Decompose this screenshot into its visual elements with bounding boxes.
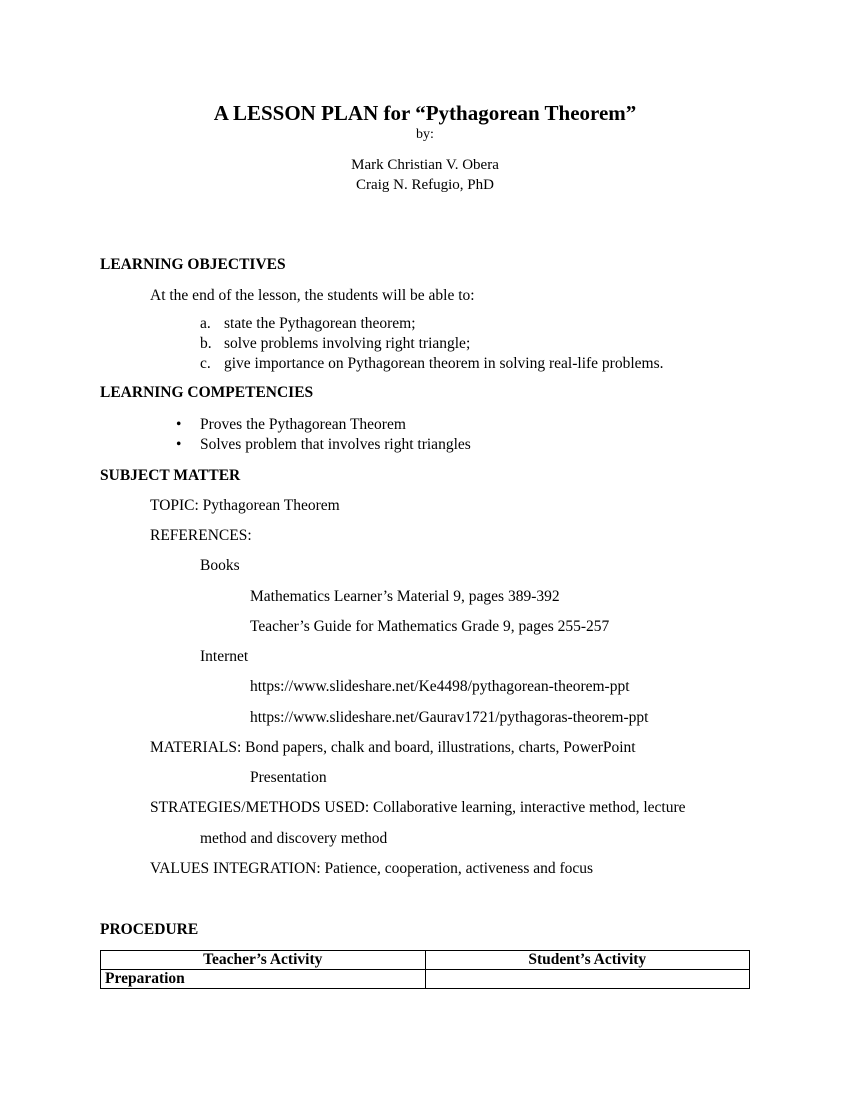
author-1: Mark Christian V. Obera bbox=[351, 157, 499, 173]
references-label: REFERENCES: bbox=[150, 527, 252, 544]
competency-item: Proves the Pythagorean Theorem bbox=[200, 416, 406, 433]
objective-marker: c. bbox=[200, 355, 211, 372]
objectives-intro: At the end of the lesson, the students will be able to: bbox=[150, 287, 475, 304]
bullet-icon: • bbox=[176, 416, 182, 433]
objective-item: state the Pythagorean theorem; bbox=[224, 315, 416, 332]
teacher-activity-cell: Preparation bbox=[101, 970, 426, 989]
document-title: A LESSON PLAN for “Pythagorean Theorem” bbox=[213, 101, 637, 125]
strategies-line: STRATEGIES/METHODS USED: Collaborative learning, interactive method, lecture bbox=[150, 799, 686, 816]
internet-reference: https://www.slideshare.net/Ke4498/pythagorean-theorem-ppt bbox=[250, 678, 630, 695]
learning-objectives-heading: LEARNING OBJECTIVES bbox=[100, 256, 286, 273]
procedure-heading: PROCEDURE bbox=[100, 921, 199, 938]
materials-line-continued: Presentation bbox=[250, 769, 327, 786]
objective-marker: b. bbox=[200, 335, 212, 352]
objective-item: solve problems involving right triangle; bbox=[224, 335, 471, 352]
competency-item: Solves problem that involves right triangles bbox=[200, 436, 471, 453]
student-activity-cell bbox=[425, 970, 750, 989]
objective-marker: a. bbox=[200, 315, 211, 332]
table-row bbox=[101, 970, 750, 989]
values-line: VALUES INTEGRATION: Patience, cooperation, activeness and focus bbox=[150, 860, 594, 877]
subject-matter-heading: SUBJECT MATTER bbox=[100, 467, 241, 484]
by-label: by: bbox=[416, 127, 434, 142]
column-header-teacher: Teacher’s Activity bbox=[101, 951, 426, 970]
procedure-table bbox=[100, 950, 750, 989]
book-reference: Teacher’s Guide for Mathematics Grade 9, pages 255-257 bbox=[250, 618, 610, 635]
bullet-icon: • bbox=[176, 436, 182, 453]
books-label: Books bbox=[200, 557, 240, 574]
column-header-student: Student’s Activity bbox=[425, 951, 750, 970]
internet-label: Internet bbox=[200, 648, 249, 665]
author-2: Craig N. Refugio, PhD bbox=[356, 177, 494, 193]
objective-item: give importance on Pythagorean theorem in solving real-life problems. bbox=[224, 355, 664, 372]
table-header-row bbox=[101, 951, 750, 970]
book-reference: Mathematics Learner’s Material 9, pages 389-392 bbox=[250, 588, 560, 605]
learning-competencies-heading: LEARNING COMPETENCIES bbox=[100, 384, 314, 401]
internet-reference: https://www.slideshare.net/Gaurav1721/pythagoras-theorem-ppt bbox=[250, 709, 649, 726]
strategies-line-continued: method and discovery method bbox=[200, 830, 388, 847]
materials-line: MATERIALS: Bond papers, chalk and board, illustrations, charts, PowerPoint bbox=[150, 739, 636, 756]
topic-line: TOPIC: Pythagorean Theorem bbox=[150, 497, 340, 514]
